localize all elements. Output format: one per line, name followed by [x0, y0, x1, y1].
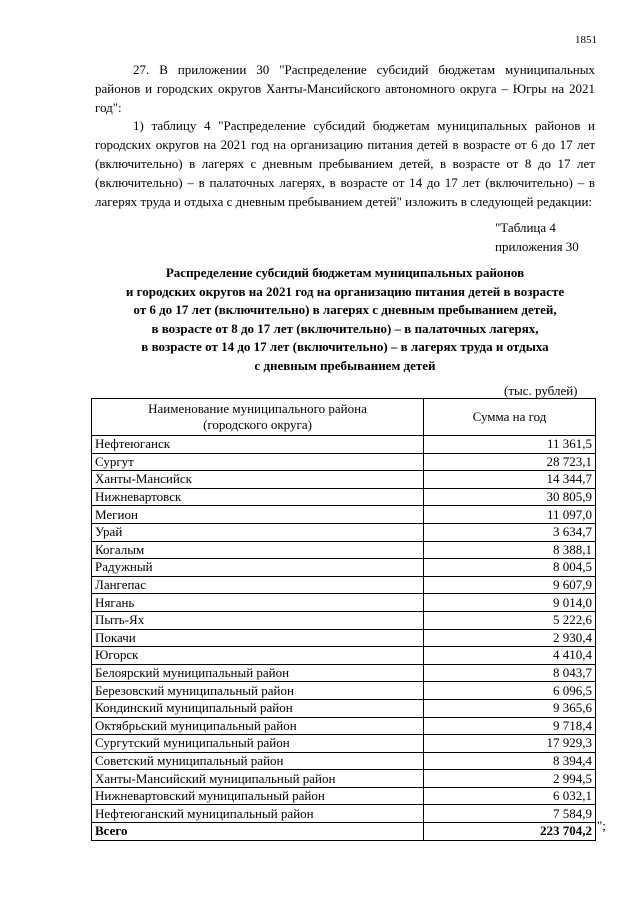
- municipality-name: Нижневартовск: [92, 488, 424, 506]
- table-row: [92, 735, 596, 753]
- table-row: [92, 647, 596, 665]
- table-heading: [80, 264, 610, 376]
- municipality-name: Югорск: [92, 647, 424, 665]
- table-row: [92, 611, 596, 629]
- annual-amount: 17 929,3: [424, 735, 596, 753]
- municipality-name: Ханты-Мансийск: [92, 471, 424, 489]
- municipality-name: Покачи: [92, 629, 424, 647]
- table-row: [92, 594, 596, 612]
- annual-amount: 3 634,7: [424, 523, 596, 541]
- table-row: [92, 488, 596, 506]
- annual-amount: 9 014,0: [424, 594, 596, 612]
- total-label: Всего: [92, 823, 424, 841]
- municipality-name: Нягань: [92, 594, 424, 612]
- units-label: (тыс. рублей): [504, 383, 578, 398]
- annual-amount: 9 718,4: [424, 717, 596, 735]
- table-row: [92, 770, 596, 788]
- municipality-name: Нефтеюганский муниципальный район: [92, 805, 424, 823]
- annual-amount: 6 032,1: [424, 787, 596, 805]
- annual-amount: 8 394,4: [424, 752, 596, 770]
- table-row: [92, 752, 596, 770]
- table-row: [92, 471, 596, 489]
- annual-amount: 14 344,7: [424, 471, 596, 489]
- municipality-name: Пыть-Ях: [92, 611, 424, 629]
- heading-line: от 6 до 17 лет (включительно) в лагерях с дневным пребыванием детей,: [133, 302, 557, 318]
- municipality-name: Советский муниципальный район: [92, 752, 424, 770]
- header-name-line: (городского округа): [203, 417, 312, 432]
- heading-line: в возрасте от 8 до 17 лет (включительно) – в палаточных лагерях,: [151, 320, 539, 336]
- municipality-name: Нефтеюганск: [92, 436, 424, 454]
- paragraph-amendment-item: 27. В приложении 30 "Распределение субсидий бюджетам муниципальных районов и городских округов Ханты-Мансийского автономного округа – Югры на 2021 год":: [95, 62, 595, 115]
- annual-amount: 11 097,0: [424, 506, 596, 524]
- table-row: [92, 699, 596, 717]
- municipality-name: Октябрьский муниципальный район: [92, 717, 424, 735]
- heading-line: в возрасте от 14 до 17 лет (включительно) – в лагерях труда и отдыха: [141, 339, 549, 355]
- municipality-name: Урай: [92, 523, 424, 541]
- header-name-line: Наименование муниципального района: [148, 401, 367, 416]
- municipality-name: Ханты-Мансийский муниципальный район: [92, 770, 424, 788]
- annual-amount: 28 723,1: [424, 453, 596, 471]
- municipality-name: Когалым: [92, 541, 424, 559]
- municipality-name: Кондинский муниципальный район: [92, 699, 424, 717]
- table-row: [92, 664, 596, 682]
- table-row: [92, 559, 596, 577]
- header-sum-cell: Сумма на год: [424, 399, 596, 436]
- annual-amount: 4 410,4: [424, 647, 596, 665]
- annual-amount: 30 805,9: [424, 488, 596, 506]
- annual-amount: 9 365,6: [424, 699, 596, 717]
- table-reference-line: "Таблица 4: [495, 220, 556, 235]
- annual-amount: 11 361,5: [424, 436, 596, 454]
- municipality-name: Радужный: [92, 559, 424, 577]
- municipality-name: Нижневартовский муниципальный район: [92, 787, 424, 805]
- table-row: [92, 787, 596, 805]
- annual-amount: 6 096,5: [424, 682, 596, 700]
- municipality-name: Сургутский муниципальный район: [92, 735, 424, 753]
- paragraph-amendment-subitem: 1) таблицу 4 "Распределение субсидий бюджетам муниципальных районов и городских округов на 2021 год на организацию питания детей в возрасте от 6 до 17 лет (включительно) в лагерях с дневным пребыванием детей, в возрасте от 8 до 17 лет (включительно) – в палаточных лагерях, в возрасте от 14 до 17 лет (включительно) – в лагерях труда и отдыха с дневным пребыванием детей" изложить в следующей редакции:: [95, 118, 595, 209]
- subsidy-table: [91, 398, 596, 841]
- annual-amount: 9 607,9: [424, 576, 596, 594]
- annual-amount: 2 930,4: [424, 629, 596, 647]
- heading-line: и городских округов на 2021 год на организацию питания детей в возрасте: [125, 283, 565, 299]
- total-row: [92, 823, 596, 841]
- annual-amount: 2 994,5: [424, 770, 596, 788]
- municipality-name: Сургут: [92, 453, 424, 471]
- total-amount: 223 704,2: [424, 823, 596, 841]
- table-reference: [495, 218, 579, 256]
- annual-amount: 8 004,5: [424, 559, 596, 577]
- table-header-row: [92, 399, 596, 436]
- table-reference-line: приложения 30: [495, 239, 579, 254]
- table-row: [92, 453, 596, 471]
- table-row: [92, 523, 596, 541]
- table-row: [92, 506, 596, 524]
- municipality-name: Березовский муниципальный район: [92, 682, 424, 700]
- annual-amount: 7 584,9: [424, 805, 596, 823]
- heading-line: Распределение субсидий бюджетам муниципальных районов: [165, 265, 525, 280]
- municipality-name: Лангепас: [92, 576, 424, 594]
- heading-line: с дневным пребыванием детей: [254, 357, 436, 373]
- annual-amount: 8 043,7: [424, 664, 596, 682]
- table-row: [92, 682, 596, 700]
- table-row: [92, 717, 596, 735]
- annual-amount: 8 388,1: [424, 541, 596, 559]
- table-row: [92, 436, 596, 454]
- header-name-cell: [92, 399, 424, 436]
- table-row: [92, 629, 596, 647]
- closing-quote-mark: ";: [597, 818, 606, 833]
- table-row: [92, 541, 596, 559]
- municipality-name: Белоярский муниципальный район: [92, 664, 424, 682]
- table-row: [92, 576, 596, 594]
- municipality-name: Мегион: [92, 506, 424, 524]
- annual-amount: 5 222,6: [424, 611, 596, 629]
- page-number: 1851: [575, 34, 597, 46]
- table-row: [92, 805, 596, 823]
